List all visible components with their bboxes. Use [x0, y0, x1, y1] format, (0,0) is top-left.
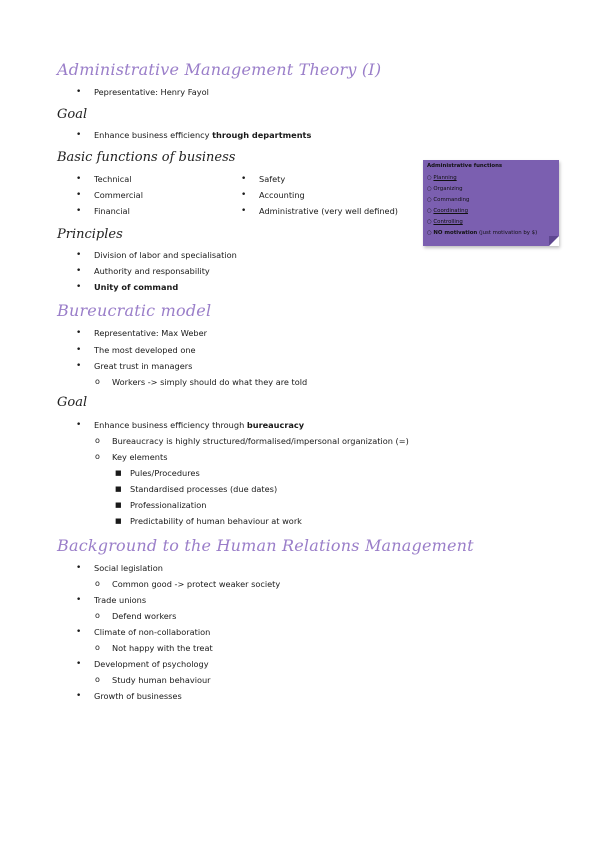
key-element-item: Predictability of human behaviour at work [130, 516, 302, 526]
bullet: • [76, 174, 82, 184]
sticky-item-label: Organizing [433, 186, 463, 192]
bullet: • [76, 691, 82, 701]
sticky-item: ○ Organizing [427, 186, 463, 192]
sub-bullet: o [95, 611, 100, 620]
bullet: • [76, 563, 82, 573]
goal2-text: Enhance business efficiency through [94, 420, 245, 430]
goal2-bold: bureaucracy [246, 420, 305, 430]
page-curl-icon [549, 236, 559, 246]
sticky-item-bold: NO motivation [433, 230, 478, 236]
bullet: • [76, 266, 82, 276]
basic-left-item: Technical [94, 174, 132, 184]
sticky-item-label: (just motivation by $) [478, 230, 538, 236]
bullet: • [76, 345, 82, 355]
sub-bullet: o [95, 452, 100, 461]
goal1-bold: through departments [212, 130, 312, 140]
heading-goal-2: Goal [57, 395, 88, 410]
bureau-item: Great trust in managers [94, 361, 193, 371]
goal2-sub-item: Bureaucracy is highly structured/formalised/impersonal organization (=) [112, 436, 409, 446]
basic-right-item: Accounting [259, 190, 305, 200]
hr-item: Trade unions [94, 595, 147, 605]
principle-item-bold: Unity of command [94, 282, 179, 292]
basic-left-item: Commercial [94, 190, 143, 200]
sticky-item: ○ NO motivation (just motivation by $) [427, 230, 538, 236]
hr-sub-item: Not happy with the treat [112, 643, 213, 653]
square-bullet: ■ [115, 501, 122, 509]
principle-item: Division of labor and specialisation [94, 250, 237, 260]
key-element-item: Pules/Procedures [130, 468, 200, 478]
bullet: • [76, 361, 82, 371]
hr-item: Climate of non-collaboration [94, 627, 211, 637]
square-bullet: ■ [115, 485, 122, 493]
sticky-item: ○ Planning [427, 175, 457, 181]
bullet: • [241, 174, 247, 184]
basic-right-item: Administrative (very well defined) [259, 206, 398, 216]
sticky-item-label: Commanding [433, 197, 470, 203]
bullet: • [76, 328, 82, 338]
bullet: • [76, 420, 82, 430]
bullet: • [76, 130, 82, 140]
hr-item: Social legislation [94, 563, 163, 573]
basic-left-item: Financial [94, 206, 130, 216]
sticky-item-label: Controlling [433, 219, 463, 225]
hr-sub-item: Common good -> protect weaker society [112, 579, 281, 589]
principle-item: Authority and responsability [94, 266, 210, 276]
sticky-item: ○ Controlling [427, 219, 463, 225]
bureau-sub-item: Workers -> simply should do what they are told [112, 377, 308, 387]
bureau-item: Representative: Max Weber [94, 328, 208, 338]
heading-admin-theory: Administrative Management Theory (I) [57, 60, 382, 79]
sub-bullet: o [95, 377, 100, 386]
heading-goal-1: Goal [57, 107, 88, 122]
heading-human-relations: Background to the Human Relations Management [57, 536, 474, 555]
heading-bureaucratic-model: Bureucratic model [57, 301, 212, 320]
square-bullet: ■ [115, 469, 122, 477]
admin-representative: Pepresentative: Henry Fayol [94, 87, 209, 97]
key-element-item: Professionalization [130, 500, 207, 510]
bullet: • [76, 282, 82, 292]
sticky-item-label: Coordinating [433, 208, 468, 214]
hr-sub-item: Defend workers [112, 611, 177, 621]
bullet: • [76, 595, 82, 605]
bureau-item: The most developed one [94, 345, 196, 355]
sticky-note [423, 160, 559, 246]
goal2-sub-item: Key elements [112, 452, 168, 462]
hr-item: Development of psychology [94, 659, 209, 669]
heading-principles: Principles [57, 227, 123, 242]
sticky-item: ○ Commanding [427, 197, 470, 203]
goal2-line [94, 420, 304, 430]
bullet: • [241, 206, 247, 216]
sub-bullet: o [95, 579, 100, 588]
bullet: • [76, 250, 82, 260]
bullet: • [76, 87, 82, 97]
bullet: • [76, 190, 82, 200]
sub-bullet: o [95, 675, 100, 684]
sticky-item-label: Planning [433, 175, 457, 181]
bullet: • [76, 659, 82, 669]
bullet: • [76, 627, 82, 637]
sticky-item: ○ Coordinating [427, 208, 468, 214]
sub-bullet: o [95, 436, 100, 445]
bullet: • [241, 190, 247, 200]
goal1-line [94, 130, 311, 140]
basic-right-item: Safety [259, 174, 286, 184]
square-bullet: ■ [115, 517, 122, 525]
sub-bullet: o [95, 643, 100, 652]
key-element-item: Standardised processes (due dates) [130, 484, 278, 494]
sticky-title: Administrative functions [427, 163, 503, 169]
goal1-text: Enhance business efficiency [94, 130, 210, 140]
bullet: • [76, 206, 82, 216]
hr-item: Growth of businesses [94, 691, 182, 701]
hr-sub-item: Study human behaviour [112, 675, 211, 685]
heading-basic-functions: Basic functions of business [57, 150, 236, 165]
